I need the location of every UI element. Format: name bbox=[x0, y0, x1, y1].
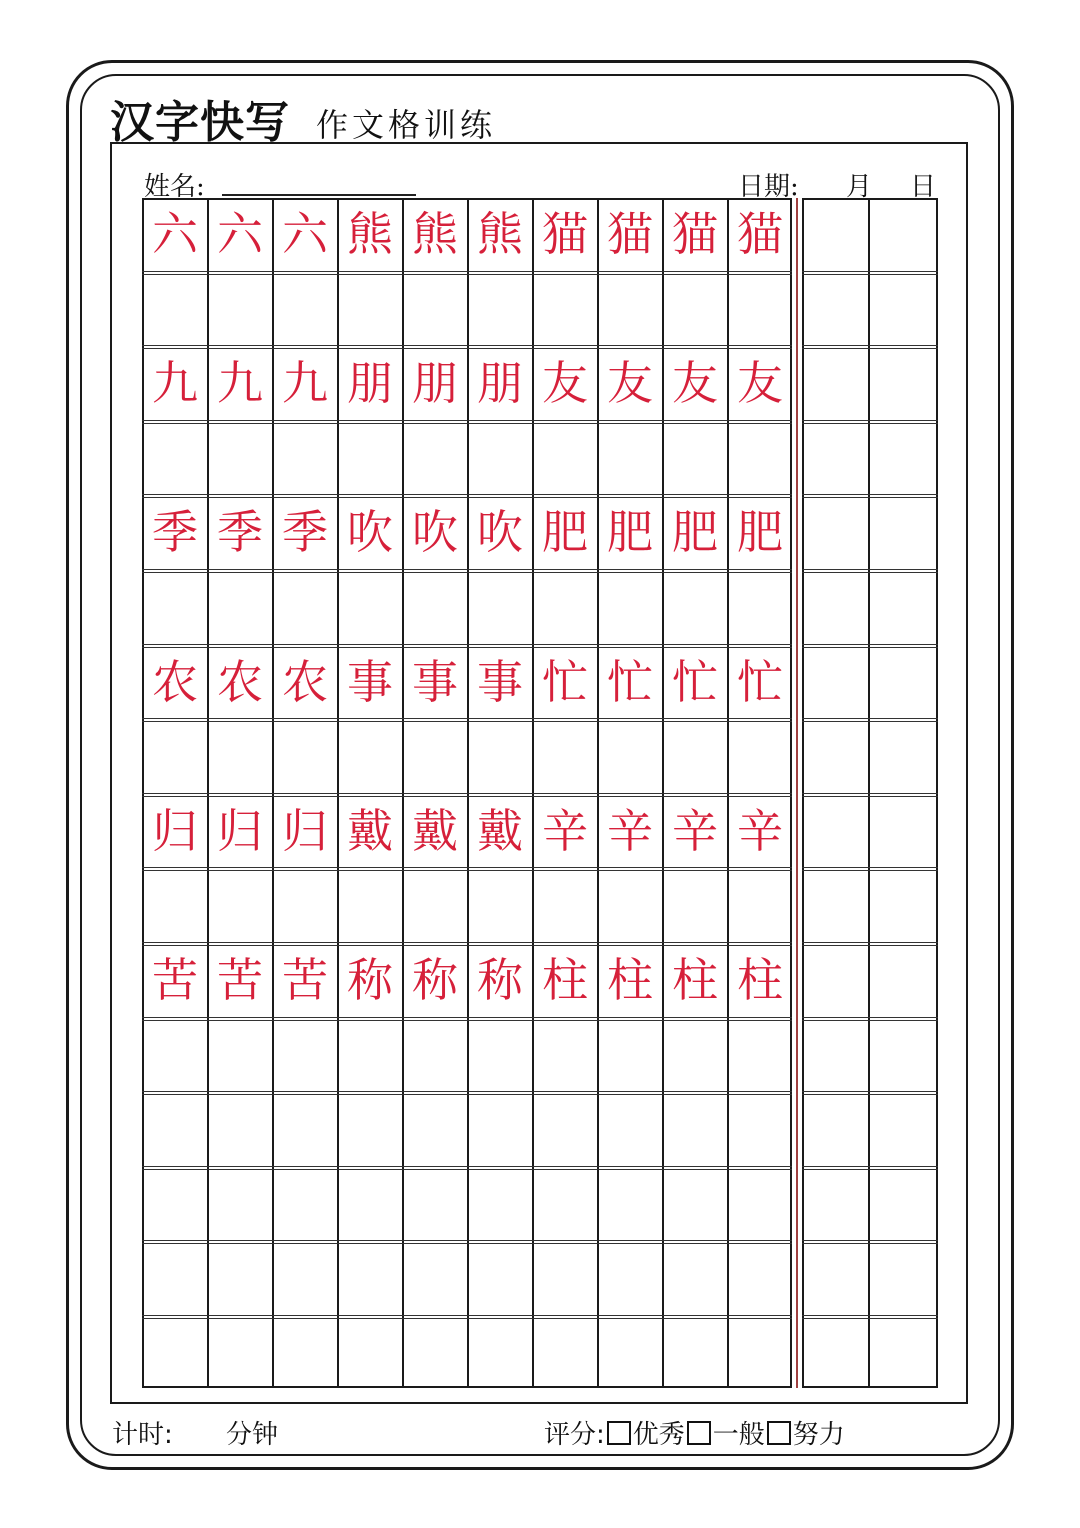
practice-character: 友 bbox=[607, 356, 653, 410]
rating-option-effort: 努力 bbox=[792, 1420, 845, 1450]
side-row-band bbox=[802, 1240, 938, 1244]
title-subtitle: 作文格训练 bbox=[316, 106, 497, 144]
practice-character: 吹 bbox=[412, 505, 458, 559]
practice-character: 归 bbox=[282, 804, 328, 858]
practice-character: 六 bbox=[282, 207, 328, 261]
grid-row-band bbox=[142, 1166, 792, 1170]
practice-character: 朋 bbox=[477, 356, 523, 410]
side-row-band bbox=[802, 420, 938, 424]
practice-character: 农 bbox=[217, 655, 263, 709]
side-row-band bbox=[802, 1166, 938, 1170]
date-label: 日期: bbox=[738, 172, 799, 202]
practice-character: 朋 bbox=[347, 356, 393, 410]
practice-character: 季 bbox=[217, 505, 263, 559]
minutes-label: 分钟 bbox=[226, 1420, 279, 1450]
practice-character: 肥 bbox=[737, 505, 783, 559]
grid-row-band bbox=[142, 718, 792, 722]
rating-option-excellent: 优秀 bbox=[632, 1420, 685, 1450]
practice-character: 柱 bbox=[542, 953, 588, 1007]
side-row-band bbox=[802, 494, 938, 498]
practice-character: 忙 bbox=[607, 655, 653, 709]
practice-character: 农 bbox=[282, 655, 328, 709]
practice-character: 戴 bbox=[477, 804, 523, 858]
practice-character: 忙 bbox=[542, 655, 588, 709]
side-row-band bbox=[802, 793, 938, 797]
name-label: 姓名: bbox=[144, 172, 205, 202]
grid-row-band bbox=[142, 1315, 792, 1319]
side-row-band bbox=[802, 345, 938, 349]
practice-character: 归 bbox=[152, 804, 198, 858]
practice-character: 事 bbox=[412, 655, 458, 709]
practice-character: 苦 bbox=[152, 953, 198, 1007]
side-row-band bbox=[802, 271, 938, 275]
practice-character: 事 bbox=[347, 655, 393, 709]
grid-row-band bbox=[142, 420, 792, 424]
practice-character: 季 bbox=[282, 505, 328, 559]
practice-character: 猫 bbox=[672, 207, 718, 261]
practice-character: 猫 bbox=[737, 207, 783, 261]
day-label: 日 bbox=[910, 172, 937, 202]
practice-character: 友 bbox=[672, 356, 718, 410]
month-label: 月 bbox=[846, 172, 873, 202]
practice-character: 戴 bbox=[412, 804, 458, 858]
grid-row-band bbox=[142, 793, 792, 797]
rating-option-average: 一般 bbox=[712, 1420, 765, 1450]
practice-character: 柱 bbox=[607, 953, 653, 1007]
practice-character: 辛 bbox=[607, 804, 653, 858]
side-row-band bbox=[802, 942, 938, 946]
practice-character: 六 bbox=[217, 207, 263, 261]
practice-character: 肥 bbox=[607, 505, 653, 559]
practice-character: 猫 bbox=[542, 207, 588, 261]
grid-margin-line bbox=[796, 198, 798, 1388]
practice-character: 农 bbox=[152, 655, 198, 709]
practice-character: 肥 bbox=[672, 505, 718, 559]
practice-character: 苦 bbox=[217, 953, 263, 1007]
practice-character: 吹 bbox=[477, 505, 523, 559]
side-row-band bbox=[802, 569, 938, 573]
practice-character: 归 bbox=[217, 804, 263, 858]
practice-character: 辛 bbox=[737, 804, 783, 858]
grid-row-band bbox=[142, 345, 792, 349]
practice-character: 柱 bbox=[672, 953, 718, 1007]
practice-character: 称 bbox=[347, 953, 393, 1007]
practice-character: 九 bbox=[152, 356, 198, 410]
practice-character: 熊 bbox=[477, 207, 523, 261]
name-field[interactable] bbox=[222, 194, 416, 196]
practice-character: 猫 bbox=[607, 207, 653, 261]
practice-character: 熊 bbox=[347, 207, 393, 261]
grid-row-band bbox=[142, 644, 792, 648]
side-row-band bbox=[802, 1315, 938, 1319]
title-main: 汉字快写 bbox=[110, 97, 290, 148]
rating-label: 评分: bbox=[544, 1420, 605, 1450]
practice-character: 六 bbox=[152, 207, 198, 261]
rating-checkbox-effort[interactable] bbox=[767, 1421, 791, 1445]
practice-character: 苦 bbox=[282, 953, 328, 1007]
grid-row-band bbox=[142, 867, 792, 871]
grid-row-band bbox=[142, 1017, 792, 1021]
grid-row-band bbox=[142, 494, 792, 498]
practice-character: 九 bbox=[217, 356, 263, 410]
practice-character: 吹 bbox=[347, 505, 393, 559]
practice-character: 九 bbox=[282, 356, 328, 410]
practice-character: 柱 bbox=[737, 953, 783, 1007]
grid-row-band bbox=[142, 569, 792, 573]
side-row-band bbox=[802, 718, 938, 722]
timer-label: 计时: bbox=[112, 1420, 173, 1450]
practice-character: 忙 bbox=[737, 655, 783, 709]
practice-character: 称 bbox=[412, 953, 458, 1007]
rating-checkbox-average[interactable] bbox=[687, 1421, 711, 1445]
practice-character: 友 bbox=[737, 356, 783, 410]
rating-area bbox=[544, 1414, 845, 1451]
practice-character: 朋 bbox=[412, 356, 458, 410]
grid-row-band bbox=[142, 271, 792, 275]
practice-character: 事 bbox=[477, 655, 523, 709]
side-row-band bbox=[802, 644, 938, 648]
practice-character: 季 bbox=[152, 505, 198, 559]
side-row-band bbox=[802, 867, 938, 871]
practice-character: 熊 bbox=[412, 207, 458, 261]
grid-row-band bbox=[142, 1240, 792, 1244]
practice-character: 称 bbox=[477, 953, 523, 1007]
side-row-band bbox=[802, 1091, 938, 1095]
side-row-band bbox=[802, 1017, 938, 1021]
practice-character: 辛 bbox=[672, 804, 718, 858]
rating-checkbox-excellent[interactable] bbox=[607, 1421, 631, 1445]
practice-character: 辛 bbox=[542, 804, 588, 858]
practice-character: 肥 bbox=[542, 505, 588, 559]
practice-character: 忙 bbox=[672, 655, 718, 709]
practice-character: 友 bbox=[542, 356, 588, 410]
grid-row-band bbox=[142, 942, 792, 946]
practice-character: 戴 bbox=[347, 804, 393, 858]
grid-row-band bbox=[142, 1091, 792, 1095]
